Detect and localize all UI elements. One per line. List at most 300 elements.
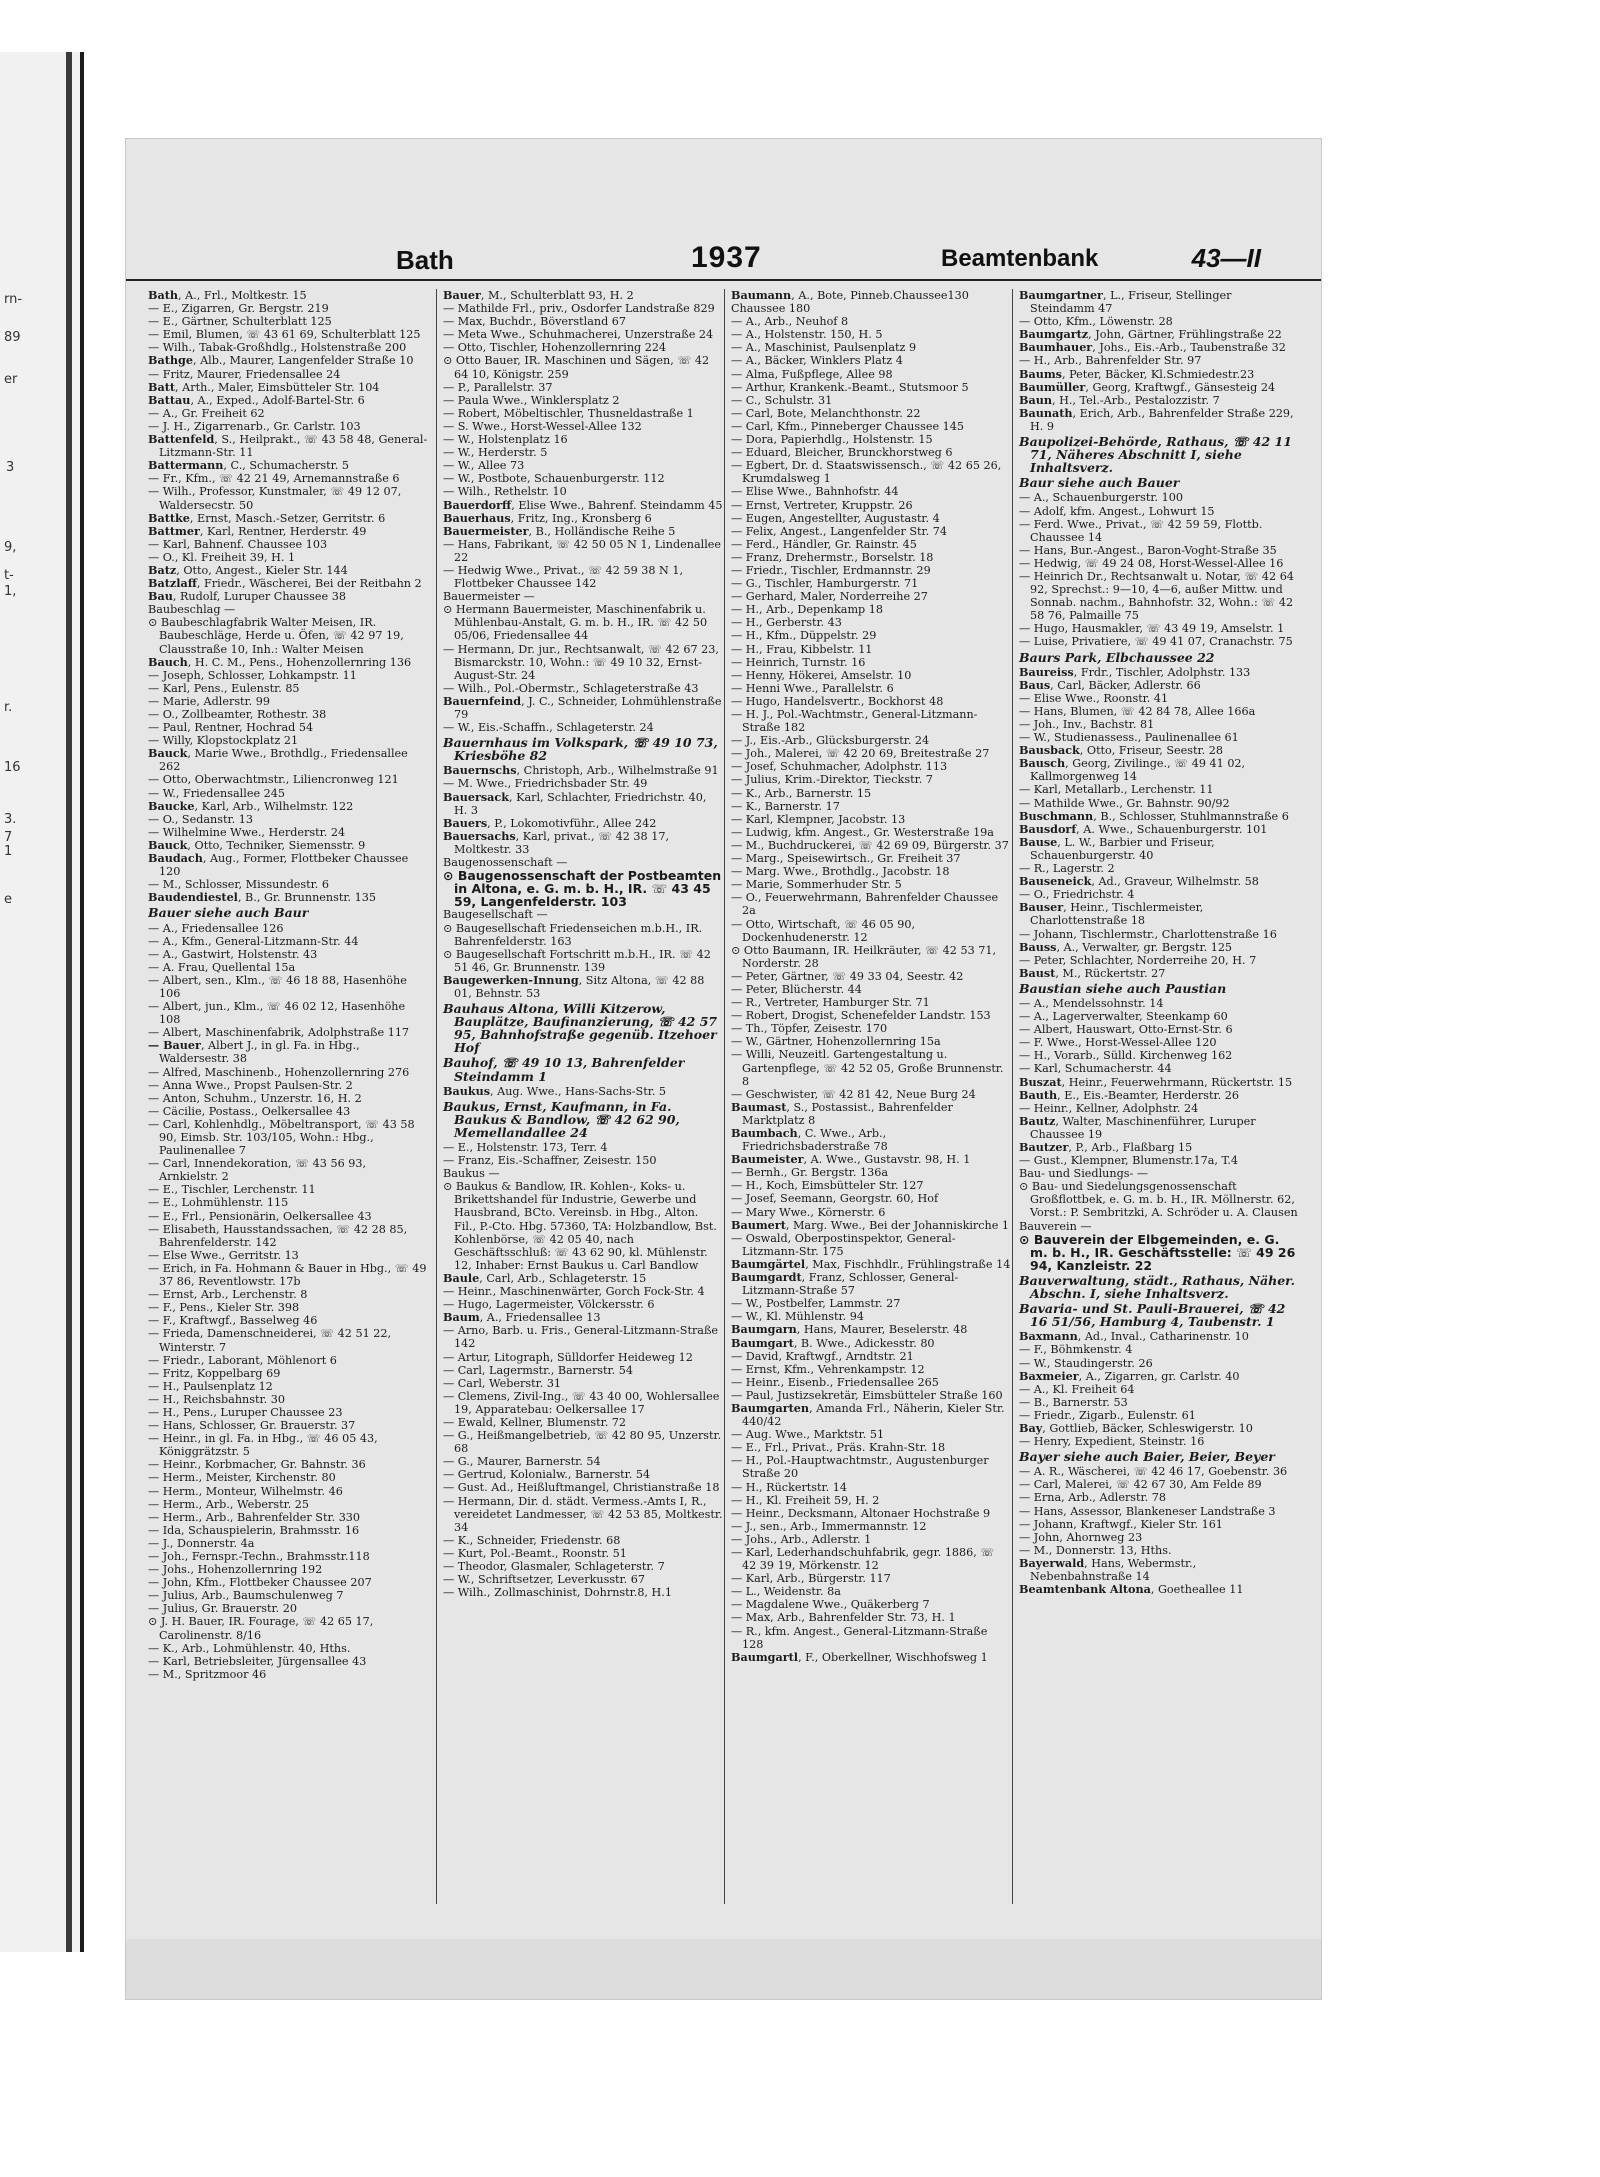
directory-entry: — Alma, Fußpflege, Allee 98: [731, 367, 893, 381]
directory-entry: Bathge, Alb., Maurer, Langenfelder Straße 10: [148, 353, 414, 368]
directory-entry: — K., Arb., Barnerstr. 15: [731, 786, 872, 800]
directory-entry: — Ida, Schauspielerin, Brahmsstr. 16: [148, 1523, 360, 1537]
directory-entry: — Marg. Wwe., Brothdlg., Jacobstr. 18: [731, 865, 950, 879]
directory-entry: — Julius, Gr. Brauerstr. 20: [148, 1602, 297, 1616]
directory-entry: — Eduard, Bleicher, Brunckhorstweg 6: [731, 446, 953, 460]
directory-entry: — Joh., Inv., Bachstr. 81: [1019, 718, 1155, 731]
directory-entry: — H., Vorarb., Sülld. Kirchenweg 162: [1019, 1049, 1233, 1063]
directory-entry: — A., Friedensallee 126: [148, 921, 284, 935]
directory-entry: — Hugo, Lagermeister, Völckersstr. 6: [443, 1298, 655, 1312]
directory-entry: Baunath, Erich, Arb., Bahrenfelder Straße 229, H. 9: [1019, 405, 1294, 433]
directory-entry: — Elise Wwe., Roonstr. 41: [1019, 691, 1169, 705]
directory-entry: — Julius, Arb., Baumschulenweg 7: [148, 1589, 344, 1603]
directory-entry: — Elisabeth, Hausstandssachen, ☏ 42 28 85, Bahrenfelderstr. 142: [148, 1222, 408, 1249]
directory-entry: Baxmeier, A., Zigarren, gr. Carlstr. 40: [1019, 1368, 1240, 1383]
directory-entry: — Hans, Blumen, ☏ 42 84 78, Allee 166a: [1019, 704, 1256, 718]
directory-entry: — W., Kl. Mühlenstr. 94: [731, 1310, 864, 1324]
directory-entry: — H. J., Pol.-Wachtmstr., General-Litzmann-Straße 182: [731, 708, 978, 735]
directory-entry: ⊙ Baugesellschaft Friedenseichen m.b.H., IR. Bahrenfelderstr. 163: [443, 921, 703, 948]
directory-entry: — Karl, Lederhandschuhfabrik, gegr. 1886, ☏ 42 39 19, Mörkenstr. 12: [731, 1546, 995, 1573]
directory-entry: — Willy, Klopstockplatz 21: [148, 734, 299, 748]
directory-entry: — R., Vertreter, Hamburger Str. 71: [731, 996, 930, 1010]
directory-entry: — J., sen., Arb., Immermannstr. 12: [731, 1519, 927, 1533]
directory-entry: — Wilh., Zollmaschinist, Dohrnstr.8, H.1: [443, 1586, 672, 1600]
directory-entry: — Elise Wwe., Bahnhofstr. 44: [731, 485, 899, 499]
directory-entry: Baumgarten, Amanda Frl., Näherin, Kieler Str. 440/42: [731, 1400, 1005, 1429]
directory-entry: — E., Frl., Pensionärin, Oelkersallee 43: [148, 1209, 372, 1223]
directory-entry: Bauersachs, Karl, privat., ☏ 42 38 17, Moltkestr. 33: [443, 828, 669, 856]
directory-entry: — Hans, Schlosser, Gr. Brauerstr. 37: [148, 1419, 356, 1433]
directory-entry: — Fritz, Koppelbarg 69: [148, 1366, 281, 1380]
directory-entry: Baureiss, Frdr., Tischler, Adolphstr. 133: [1019, 664, 1251, 679]
directory-entry: — F., Böhmkenstr. 4: [1019, 1343, 1133, 1357]
directory-entry: — Johs., Arb., Adlerstr. 1: [731, 1532, 872, 1546]
directory-entry: Bauth, E., Eis.-Beamter, Herderstr. 26: [1019, 1087, 1239, 1102]
directory-entry: — H., Reichsbahnstr. 30: [148, 1392, 285, 1406]
directory-entry: — Henni Wwe., Parallelstr. 6: [731, 681, 894, 695]
directory-entry: — Carl, Lagermstr., Barnerstr. 54: [443, 1363, 633, 1377]
directory-entry: — Franz, Eis.-Schaffner, Zeisestr. 150: [443, 1154, 657, 1168]
directory-entry: — O., Sedanstr. 13: [148, 812, 253, 826]
directory-entry: Bauverwaltung, städt., Rathaus, Näher. Abschn. I, siehe Inhaltsverz.: [1019, 1272, 1295, 1302]
directory-entry: — Henny, Hökerei, Amselstr. 10: [731, 668, 912, 682]
directory-entry: — Albert, jun., Klm., ☏ 46 02 12, Hasenhöhe 108: [148, 1000, 406, 1027]
directory-entry: Baumbach, C. Wwe., Arb., Friedrichsbaderstraße 78: [731, 1126, 888, 1154]
directory-entry: Bauch, H. C. M., Pens., Hohenzollernring 136: [148, 654, 412, 669]
directory-entry: — W., Eis.-Schaffn., Schlageterstr. 24: [443, 721, 654, 735]
page-number: 43—II: [1191, 243, 1261, 273]
edge-mark: t-: [4, 568, 14, 583]
directory-entry: — Peter, Blücherstr. 44: [731, 982, 862, 996]
directory-entry: — W., Gärtner, Hohenzollernring 15a: [731, 1035, 941, 1049]
directory-entry: — K., Arb., Lohmühlenstr. 40, Hths.: [148, 1641, 351, 1655]
directory-entry: — John, Ahornweg 23: [1019, 1530, 1143, 1544]
directory-entry: Bath, A., Frl., Moltkestr. 15: [148, 289, 307, 302]
directory-entry: — Kurt, Pol.-Beamt., Roonstr. 51: [443, 1546, 627, 1560]
directory-entry: Baumgartl, F., Oberkellner, Wischhofsweg 1: [731, 1649, 988, 1664]
directory-entry: Buszat, Heinr., Feuerwehrmann, Rückertstr. 15: [1019, 1074, 1293, 1089]
directory-entry: Baudendiestel, B., Gr. Brunnenstr. 135: [148, 890, 376, 905]
directory-entry: — W., Friedensallee 245: [148, 786, 285, 800]
directory-entry: Bayer siehe auch Baier, Beier, Beyer: [1019, 1449, 1275, 1465]
directory-entry: — Ferd., Händler, Gr. Rainstr. 45: [731, 537, 917, 551]
directory-entry: — Ludwig, kfm. Angest., Gr. Westerstraße 19a: [731, 825, 994, 839]
directory-entry: — H., Paulsenplatz 12: [148, 1379, 273, 1393]
directory-entry: Bauss, A., Verwalter, gr. Bergstr. 125: [1019, 939, 1233, 954]
page-gutter: [66, 52, 72, 1952]
directory-entry: — Carl, Malerei, ☏ 42 67 30, Am Felde 89: [1019, 1478, 1262, 1492]
directory-entry: — E., Zigarren, Gr. Bergstr. 219: [148, 302, 329, 316]
directory-entry: — Marie, Sommerhuder Str. 5: [731, 878, 902, 892]
directory-entry: Baumgartner, L., Friseur, Stellinger Steindamm 47: [1019, 289, 1232, 316]
directory-entry: — Mary Wwe., Körnerstr. 6: [731, 1205, 886, 1219]
directory-entry: Baurs Park, Elbchaussee 22: [1019, 649, 1215, 665]
directory-entry: Bauers, P., Lokomotivführ., Allee 242: [443, 815, 657, 830]
directory-entry: — J., Donnerstr. 4a: [148, 1536, 255, 1550]
directory-entry: — Carl, Innendekoration, ☏ 43 56 93, Arnkielstr. 2: [148, 1157, 367, 1184]
directory-entry: Bautzer, P., Arb., Flaßbarg 15: [1019, 1140, 1193, 1154]
directory-entry: Bauernfeind, J. C., Schneider, Lohmühlenstraße 79: [443, 693, 722, 721]
edge-mark: 1,: [4, 584, 17, 599]
directory-entry: — Friedr., Zigarb., Eulenstr. 61: [1019, 1408, 1196, 1422]
directory-entry: — Carl, Kfm., Pinneberger Chaussee 145: [731, 419, 965, 433]
directory-entry: — Wilh., Pol.-Obermstr., Schlageterstraße 43: [443, 681, 699, 695]
directory-entry: Baustian siehe auch Paustian: [1019, 980, 1227, 996]
directory-entry: — M., Buchdruckerei, ☏ 42 69 09, Bürgerstr. 37: [731, 838, 1009, 852]
directory-entry: — Robert, Möbeltischler, Thusneldastraße 1: [443, 406, 694, 420]
directory-entry: — Friedr., Laborant, Möhlenort 6: [148, 1353, 337, 1367]
directory-entry: — Bernh., Gr. Bergstr. 136a: [731, 1166, 889, 1180]
directory-entry: — Carl, Bote, Melanchthonstr. 22: [731, 406, 921, 420]
directory-entry: — F. Wwe., Horst-Wessel-Allee 120: [1019, 1036, 1217, 1050]
directory-entry: — W., Studienassess., Paulinenallee 61: [1019, 731, 1239, 745]
page-bottom-margin: [126, 1939, 1321, 1999]
directory-entry: Bau, Rudolf, Luruper Chaussee 38: [148, 589, 346, 604]
directory-entry: — Heinrich, Turnstr. 16: [731, 655, 866, 669]
column-4: [1012, 289, 1299, 1904]
directory-entry: — Hans, Assessor, Blankeneser Landstraße 3: [1019, 1504, 1276, 1518]
directory-entry: — M., Spritzmoor 46: [148, 1667, 267, 1681]
directory-entry: — F., Kraftwgf., Basselweg 46: [148, 1314, 318, 1328]
directory-entry: — O., Feuerwehrmann, Bahrenfelder Chaussee 2a: [731, 891, 999, 918]
directory-entry: — Karl, Bahnenf. Chaussee 103: [148, 537, 328, 551]
directory-entry: — Artur, Litograph, Sülldorfer Heideweg 12: [443, 1350, 693, 1364]
directory-entry: Bauerhaus, Fritz, Ing., Kronsberg 6: [443, 510, 652, 525]
directory-entry: Battau, A., Exped., Adolf-Bartel-Str. 6: [148, 392, 365, 407]
directory-entry: — Karl, Schumacherstr. 44: [1019, 1062, 1172, 1076]
directory-entry: — G., Heißmangelbetrieb, ☏ 42 80 95, Unzerstr. 68: [443, 1429, 722, 1456]
directory-entry: — E., Holstenstr. 173, Terr. 4: [443, 1141, 608, 1154]
directory-entry: — Ernst, Kfm., Vehrenkampstr. 12: [731, 1362, 925, 1376]
directory-entry: Baumgarn, Hans, Maurer, Beselerstr. 48: [731, 1322, 968, 1337]
directory-entry: Baumgärtel, Max, Fischhdlr., Frühlingstraße 14: [731, 1256, 1011, 1271]
directory-entry: — Otto, Kfm., Löwenstr. 28: [1019, 315, 1173, 329]
directory-entry: Bauernhaus im Volkspark, ☏ 49 10 73, Kriesböhe 82: [443, 735, 718, 764]
directory-entry: — E., Frl., Privat., Präs. Krahn-Str. 18: [731, 1441, 946, 1455]
directory-entry: — Gust. Ad., Heißluftmangel, Christianstraße 18: [443, 1481, 720, 1495]
directory-entry: — Marg., Speisewirtsch., Gr. Freiheit 37: [731, 852, 961, 866]
directory-entry: — Paula Wwe., Winklersplatz 2: [443, 393, 620, 407]
directory-entry: — L., Weidenstr. 8a: [731, 1585, 841, 1599]
directory-entry: — Emil, Blumen, ☏ 43 61 69, Schulterblatt 125: [148, 328, 421, 342]
directory-entry: Baugesellschaft —: [443, 908, 548, 922]
directory-entry: — A., Schauenburgerstr. 100: [1019, 491, 1183, 505]
directory-entry: — H., Frau, Kibbelstr. 11: [731, 642, 873, 656]
directory-entry: — Gerhard, Maler, Norderreihe 27: [731, 590, 928, 604]
directory-entry: — K., Schneider, Friedenstr. 68: [443, 1533, 621, 1547]
directory-entry: ⊙ Baukus & Bandlow, IR. Kohlen-, Koks- u. Brikettshandel für Industrie, Gewerbe und Hausbrand, BCto. Vereinsb. in Hbg., Alton. Fil., P.-Cto. Hbg. 57360, TA: Holzbandlow, Bst. Kohlenbörse, ☏ 42 05 40, nach Geschäftsschluß: ☏ 43 62 90, kl. Mühlenstr. 12, Inhaber: Ernst Baukus u. Carl Bandlow: [443, 1180, 717, 1272]
directory-entry: — Ferd. Wwe., Privat., ☏ 42 59 59, Flottb. Chaussee 14: [1019, 517, 1263, 544]
directory-entry: — Hans, Bur.-Angest., Baron-Voght-Straße 35: [1019, 543, 1277, 557]
edge-mark: e: [4, 892, 12, 907]
directory-entry: Bausch, Georg, Zivilinge., ☏ 49 41 02, Kallmorgenweg 14: [1019, 756, 1246, 784]
directory-entry: — Karl, Betriebsleiter, Jürgensallee 43: [148, 1654, 367, 1668]
directory-entry: — Herm., Arb., Bahrenfelder Str. 330: [148, 1510, 361, 1524]
directory-entry: Baumüller, Georg, Kraftwgf., Gänsesteig 24: [1019, 379, 1276, 394]
page-header: [126, 239, 1321, 281]
directory-entry: — Theodor, Glasmaler, Schlageterstr. 7: [443, 1560, 665, 1573]
directory-entry: — K., Barnerstr. 17: [731, 799, 840, 813]
directory-entry: — H., Kl. Freiheit 59, H. 2: [731, 1493, 880, 1507]
directory-entry: — J., Eis.-Arb., Glücksburgerstr. 24: [731, 734, 930, 748]
directory-entry: — Karl, Klempner, Jacobstr. 13: [731, 812, 906, 826]
directory-entry: — P., Parallelstr. 37: [443, 380, 553, 394]
directory-entry: — Alfred, Maschinenb., Hohenzollernring 276: [148, 1065, 410, 1079]
directory-entry: — R., kfm. Angest., General-Litzmann-Straße 128: [731, 1624, 988, 1651]
directory-entry: ⊙ Hermann Bauermeister, Maschinenfabrik u. Mühlenbau-Anstalt, G. m. b. H., IR. ☏ 42 50 05/06, Friedensallee 44: [443, 603, 708, 643]
directory-entry: Bauermeister, B., Holländische Reihe 5: [443, 523, 676, 538]
directory-entry: Buschmann, B., Schlosser, Stuhlmannstraße 6: [1019, 808, 1289, 823]
directory-entry: Bauhof, ☏ 49 10 13, Bahrenfelder Steindamm 1: [443, 1055, 685, 1084]
directory-entry: — Friedr., Tischler, Erdmannstr. 29: [731, 563, 931, 577]
directory-entry: — Karl, Pens., Eulenstr. 85: [148, 681, 300, 695]
directory-entry: — A., Gastwirt, Holstenstr. 43: [148, 947, 318, 961]
directory-entry: — Josef, Schuhmacher, Adolphstr. 113: [731, 760, 948, 774]
directory-entry: — Willi, Neuzeitl. Gartengestaltung u. Gartenpflege, ☏ 42 52 05, Große Brunnenstr. 8: [731, 1048, 1004, 1088]
directory-entry: — Luise, Privatiere, ☏ 49 41 07, Cranachstr. 75: [1019, 635, 1293, 649]
edge-mark: r.: [4, 700, 13, 715]
directory-entry: — C., Schulstr. 31: [731, 393, 833, 407]
directory-entry: — Marie, Adlerstr. 99: [148, 694, 271, 708]
directory-entry: Baumert, Marg. Wwe., Bei der Johanniskirche 1: [731, 1217, 1010, 1232]
directory-entry: — Joseph, Schlosser, Lohkampstr. 11: [148, 668, 357, 682]
directory-entry: Batzlaff, Friedr., Wäscherei, Bei der Reitbahn 2: [148, 576, 422, 591]
directory-entry: — Gust., Klempner, Blumenstr.17a, T.4: [1019, 1154, 1239, 1168]
directory-entry: — Gertrud, Kolonialw., Barnerstr. 54: [443, 1468, 651, 1482]
directory-entry: Baumgartz, John, Gärtner, Frühlingstraße 22: [1019, 327, 1282, 342]
directory-entry: — Aug. Wwe., Marktstr. 51: [731, 1428, 885, 1442]
directory-entry: — Oswald, Oberpostinspektor, General-Litzmann-Str. 175: [731, 1231, 956, 1258]
directory-entry: — Albert, sen., Klm., ☏ 46 18 88, Hasenhöhe 106: [148, 973, 407, 1000]
directory-entry: — H., Rückertstr. 14: [731, 1480, 848, 1494]
directory-entry: — B., Barnerstr. 53: [1019, 1395, 1128, 1409]
directory-entry: Baukus —: [443, 1167, 500, 1181]
header-last-entry: Beamtenbank: [941, 245, 1099, 272]
directory-entry: Baumeister, A. Wwe., Gustavstr. 98, H. 1: [731, 1152, 971, 1167]
column-1: [148, 289, 428, 1904]
directory-entry: — Julius, Krim.-Direktor, Tieckstr. 7: [731, 773, 933, 787]
directory-entry: Bauer, M., Schulterblatt 93, H. 2: [443, 289, 634, 302]
directory-entry: — W., Holstenplatz 16: [443, 433, 568, 447]
edge-mark: 7: [4, 830, 13, 845]
directory-entry: — A., Kl. Freiheit 64: [1019, 1382, 1135, 1396]
directory-entry: — Heinr., Eisenb., Friedensallee 265: [731, 1375, 939, 1389]
directory-entry: — M. Wwe., Friedrichsbader Str. 49: [443, 777, 648, 791]
directory-entry: — Joh., Fernspr.-Techn., Brahmsstr.118: [148, 1550, 370, 1563]
directory-entry: — John, Kfm., Flottbeker Chaussee 207: [148, 1576, 372, 1590]
edge-mark: 9,: [4, 540, 17, 555]
directory-entry: Baule, Carl, Arb., Schlageterstr. 15: [443, 1270, 647, 1285]
directory-entry: Baums, Peter, Bäcker, Kl.Schmiedestr.23: [1019, 366, 1255, 381]
directory-entry: — Wilh., Rethelstr. 10: [443, 485, 567, 499]
directory-entry: — H., Arb., Depenkamp 18: [731, 603, 884, 617]
directory-entry: — Anton, Schuhm., Unzerstr. 16, H. 2: [148, 1091, 362, 1105]
directory-entry: — Johs., Hohenzollernring 192: [148, 1563, 323, 1577]
directory-entry: — David, Kraftwgf., Arndtstr. 21: [731, 1349, 914, 1363]
directory-entry: — Carl, Kohlenhdlg., Möbeltransport, ☏ 43 58 90, Eimsb. Str. 103/105, Wohn.: Hbg., Paulinenallee 7: [148, 1117, 415, 1158]
directory-entry: Bay, Gottlieb, Bäcker, Schleswigerstr. 10: [1019, 1420, 1253, 1435]
column-2: [436, 289, 723, 1904]
directory-entry: — Hugo, Hausmakler, ☏ 43 49 19, Amselstr. 1: [1019, 622, 1285, 636]
directory-columns: [148, 289, 1298, 1904]
directory-entry: — S. Wwe., Horst-Wessel-Allee 132: [443, 419, 642, 433]
directory-entry: ⊙ Baugesellschaft Fortschritt m.b.H., IR. ☏ 42 51 46, Gr. Brunnenstr. 139: [443, 947, 711, 974]
column-3: [724, 289, 1011, 1904]
directory-entry: Baumast, S., Postassist., Bahrenfelder Marktplatz 8: [731, 1099, 953, 1127]
directory-entry: Baumgart, B. Wwe., Adickesstr. 80: [731, 1335, 935, 1350]
directory-entry: — Paul, Justizsekretär, Eimsbütteler Straße 160: [731, 1388, 1003, 1402]
directory-entry: — Peter, Gärtner, ☏ 49 33 04, Seestr. 42: [731, 969, 964, 983]
directory-entry: — Josef, Seemann, Georgstr. 60, Hof: [731, 1192, 939, 1206]
directory-entry: — Arno, Barb. u. Fris., General-Litzmann-Straße 142: [443, 1324, 719, 1351]
directory-entry: — Max, Buchdr., Böverstland 67: [443, 315, 627, 329]
directory-entry: — Albert, Maschinenfabrik, Adolphstraße 117: [148, 1026, 410, 1040]
edge-mark: rn-: [4, 292, 23, 307]
directory-entry: Baust, M., Rückertstr. 27: [1019, 965, 1166, 980]
directory-entry: — Karl, Arb., Bürgerstr. 117: [731, 1572, 891, 1586]
directory-entry: — W., Postbote, Schauenburgerstr. 112: [443, 472, 665, 486]
directory-entry: — H., Kfm., Düppelstr. 29: [731, 629, 877, 643]
directory-entry: Baum, A., Friedensallee 13: [443, 1310, 601, 1325]
directory-entry: — Otto, Wirtschaft, ☏ 46 05 90, Dockenhudenerstr. 12: [731, 917, 916, 944]
directory-entry: — A., Bäcker, Winklers Platz 4: [731, 354, 903, 368]
directory-entry: Battenfeld, S., Heilprakt., ☏ 43 58 48, General-Litzmann-Str. 11: [148, 432, 428, 460]
directory-entry: Baukus, Ernst, Kaufmann, in Fa. Baukus & Bandlow, ☏ 42 62 90, Memellandallee 24: [443, 1098, 680, 1140]
directory-entry: Baupolizei-Behörde, Rathaus, ☏ 42 11 71, Näheres Abschnitt I, siehe Inhaltsverz.: [1019, 434, 1292, 476]
directory-page: [125, 138, 1322, 2000]
directory-entry: Baugewerken-Innung, Sitz Altona, ☏ 42 88 01, Behnstr. 53: [443, 972, 705, 1000]
directory-entry: — Heinr., Kellner, Adolphstr. 24: [1019, 1101, 1199, 1115]
directory-entry: — Herm., Meister, Kirchenstr. 80: [148, 1471, 336, 1485]
directory-entry: — Cäcilie, Postass., Oelkersallee 43: [148, 1104, 351, 1118]
directory-entry: Bauverein —: [1019, 1219, 1092, 1233]
directory-entry: — Ewald, Kellner, Blumenstr. 72: [443, 1415, 627, 1429]
directory-entry: Bautz, Walter, Maschinenführer, Luruper Chaussee 19: [1019, 1113, 1256, 1141]
directory-entry: — Hermann, Dr. jur., Rechtsanwalt, ☏ 42 67 23, Bismarckstr. 10, Wohn.: ☏ 49 10 32, Ernst-August-Str. 24: [443, 642, 719, 682]
directory-entry: Bauck, Marie Wwe., Brothdlg., Friedensallee 262: [148, 746, 408, 774]
directory-entry: — Fritz, Maurer, Friedensallee 24: [148, 367, 341, 381]
directory-entry: — Max, Arb., Bahrenfelder Str. 73, H. 1: [731, 1611, 956, 1625]
directory-entry: Baucke, Karl, Arb., Wilhelmstr. 122: [148, 798, 354, 813]
directory-entry: — H., Arb., Bahrenfelder Str. 97: [1019, 354, 1202, 368]
directory-entry: ⊙ Bau- und Siedelungsgenossenschaft Großflottbek, e. G. m. b. H., IR. Möllnerstr. 62, Vorst.: P. Sembritzki, A. Schröder u. A. Clausen: [1019, 1180, 1298, 1220]
directory-entry: ⊙ J. H. Bauer, IR. Fourage, ☏ 42 65 17, Carolinenstr. 8/16: [148, 1615, 374, 1642]
directory-entry: Bausdorf, A. Wwe., Schauenburgerstr. 101: [1019, 821, 1268, 836]
directory-entry: — Ernst, Arb., Lerchenstr. 8: [148, 1288, 308, 1302]
directory-entry: — Johann, Kraftwgf., Kieler Str. 161: [1019, 1517, 1223, 1531]
directory-entry: Bauser, Heinr., Tischlermeister, Charlottenstraße 18: [1019, 900, 1204, 928]
directory-entry: — E., Lohmühlenstr. 115: [148, 1196, 289, 1210]
directory-entry: — W., Schriftsetzer, Leverkusstr. 67: [443, 1573, 646, 1587]
directory-entry: — Felix, Angest., Langenfelder Str. 74: [731, 524, 948, 538]
directory-entry: — Frieda, Damenschneiderei, ☏ 42 51 22, Winterstr. 7: [148, 1327, 392, 1354]
directory-entry: — H., Gerberstr. 43: [731, 616, 842, 630]
directory-entry: — Clemens, Zivil-Ing., ☏ 43 40 00, Wohlersallee 19, Apparatebau: Oelkersallee 17: [443, 1389, 720, 1416]
header-first-entry: Bath: [396, 245, 454, 275]
edge-mark: 16: [4, 760, 21, 775]
directory-entry: — Adolf, kfm. Angest., Lohwurt 15: [1019, 504, 1215, 518]
directory-entry: Bauck, Otto, Techniker, Siemensstr. 9: [148, 837, 366, 852]
directory-entry: — Paul, Rentner, Hochrad 54: [148, 721, 314, 735]
directory-entry: Baumann, A., Bote, Pinneb.Chaussee130: [731, 289, 969, 302]
directory-entry: — Heinr., Korbmacher, Gr. Bahnstr. 36: [148, 1458, 366, 1472]
edge-mark: er: [4, 372, 18, 387]
directory-entry: — A., Mendelssohnstr. 14: [1019, 996, 1164, 1010]
directory-entry: Battermann, C., Schumacherstr. 5: [148, 458, 350, 473]
directory-entry: — G., Maurer, Barnerstr. 54: [443, 1455, 601, 1469]
directory-entry: — M., Donnerstr. 13, Hths.: [1019, 1543, 1172, 1557]
directory-entry: ⊙ Bauverein der Elbgemeinden, e. G. m. b. H., IR. Geschäftsstelle: ☏ 49 26 94, Kanzleistr. 22: [1019, 1231, 1296, 1273]
directory-entry: — Magdalene Wwe., Quäkerberg 7: [731, 1598, 930, 1612]
directory-entry: Baus, Carl, Bäcker, Adlerstr. 66: [1019, 677, 1201, 692]
directory-entry: Baumgardt, Franz, Schlosser, General-Litzmann-Straße 57: [731, 1270, 959, 1298]
directory-entry: Batz, Otto, Angest., Kieler Str. 144: [148, 562, 348, 577]
directory-entry: — Erna, Arb., Adlerstr. 78: [1019, 1491, 1166, 1505]
directory-entry: — Dora, Papierhdlg., Holstenstr. 15: [731, 433, 933, 447]
directory-entry: Baukus, Aug. Wwe., Hans-Sachs-Str. 5: [443, 1083, 667, 1098]
directory-entry: — W., Staudingerstr. 26: [1019, 1356, 1153, 1370]
directory-entry: — Hedwig Wwe., Privat., ☏ 42 59 38 N 1, Flottbeker Chaussee 142: [443, 563, 684, 591]
directory-entry: ⊙ Otto Baumann, IR. Heilkräuter, ☏ 42 53 71, Norderstr. 28: [731, 943, 997, 970]
edge-mark: 89: [4, 330, 21, 345]
directory-entry: — Franz, Drehermstr., Borselstr. 18: [731, 550, 934, 564]
directory-entry: Bayerwald, Hans, Webermstr., Nebenbahnstraße 14: [1019, 1555, 1197, 1583]
directory-entry: — Robert, Drogist, Schenefelder Landstr. 153: [731, 1009, 991, 1023]
previous-page-edge: [0, 52, 84, 1952]
directory-entry: — Mathilde Frl., priv., Osdorfer Landstraße 829: [443, 302, 715, 316]
directory-entry: — Th., Töpfer, Zeisestr. 170: [731, 1022, 888, 1036]
directory-entry: — Otto, Tischler, Hohenzollernring 224: [443, 341, 667, 355]
directory-entry: — Anna Wwe., Propst Paulsen-Str. 2: [148, 1078, 353, 1092]
directory-entry: — Heinr., Decksmann, Altonaer Hochstraße 9: [731, 1506, 991, 1520]
edge-mark: 3: [6, 460, 15, 475]
directory-entry: — A. R., Wäscherei, ☏ 42 46 17, Goebenstr. 36: [1019, 1465, 1288, 1479]
directory-entry: Battmer, Karl, Rentner, Herderstr. 49: [148, 523, 367, 538]
directory-entry: Bauernschs, Christoph, Arb., Wilhelmstraße 91: [443, 763, 719, 778]
directory-entry: — Herm., Arb., Weberstr. 25: [148, 1497, 310, 1511]
directory-entry: — A., Gr. Freiheit 62: [148, 406, 265, 420]
directory-entry: — Eugen, Angestellter, Augustastr. 4: [731, 511, 940, 525]
directory-entry: ⊙ Otto Bauer, IR. Maschinen und Sägen, ☏ 42 64 10, Königstr. 259: [443, 354, 710, 381]
directory-entry: — Meta Wwe., Schuhmacherei, Unzerstraße 24: [443, 328, 714, 342]
directory-entry: — Herm., Monteur, Wilhelmstr. 46: [148, 1484, 343, 1498]
directory-entry: Bauerdorff, Elise Wwe., Bahrenf. Steindamm 45: [443, 497, 723, 512]
directory-entry: — A., Maschinist, Paulsenplatz 9: [731, 341, 917, 355]
directory-entry: Bauhaus Altona, Willi Kitzerow, Bauplätze, Baufinanzierung, ☏ 42 57 95, Bahnhofstraße gegenüb. Itzehoer Hof: [443, 1001, 718, 1056]
directory-entry: — Heinr., in gl. Fa. in Hbg., ☏ 46 05 43, Königgrätzstr. 5: [148, 1432, 378, 1459]
directory-entry: — H., Pens., Luruper Chaussee 23: [148, 1405, 343, 1419]
directory-entry: — Peter, Schlachter, Norderreihe 20, H. 7: [1019, 953, 1257, 967]
directory-entry: — Bauer, Albert J., in gl. Fa. in Hbg., Waldersestr. 38: [148, 1038, 360, 1066]
directory-entry: — J. H., Zigarrenarb., Gr. Carlstr. 103: [148, 419, 361, 433]
directory-entry: — Johann, Tischlermstr., Charlottenstraße 16: [1019, 927, 1277, 941]
directory-entry: — Otto, Oberwachtmstr., Liliencronweg 121: [148, 773, 399, 787]
directory-entry: — W., Allee 73: [443, 459, 525, 473]
edge-mark: 3.: [4, 812, 17, 827]
directory-entry: — Heinrich Dr., Rechtsanwalt u. Notar, ☏ 42 64 92, Sprechst.: 9—10, 4—6, außer Mittw. und Sonnab. nachm., Bahnhofstr. 32, Wohn.: ☏ 42 58 76, Palmaille 75: [1019, 569, 1294, 623]
directory-entry: Chaussee 180: [731, 302, 811, 316]
directory-entry: Baudach, Aug., Former, Flottbeker Chaussee 120: [148, 851, 409, 879]
directory-entry: — Hugo, Handelsvertr., Bockhorst 48: [731, 694, 944, 708]
directory-entry: Batt, Arth., Maler, Eimsbütteler Str. 104: [148, 379, 380, 394]
directory-entry: Baun, H., Tel.-Arb., Pestalozzistr. 7: [1019, 392, 1220, 407]
directory-entry: Beamtenbank Altona, Goetheallee 11: [1019, 1582, 1244, 1597]
directory-entry: Bauer siehe auch Baur: [148, 905, 309, 921]
directory-entry: Baur siehe auch Bauer: [1019, 475, 1180, 491]
directory-entry: — A., Kfm., General-Litzmann-Str. 44: [148, 934, 359, 948]
directory-entry: — G., Tischler, Hamburgerstr. 71: [731, 577, 919, 591]
directory-entry: — Geschwister, ☏ 42 81 42, Neue Burg 24: [731, 1087, 976, 1101]
